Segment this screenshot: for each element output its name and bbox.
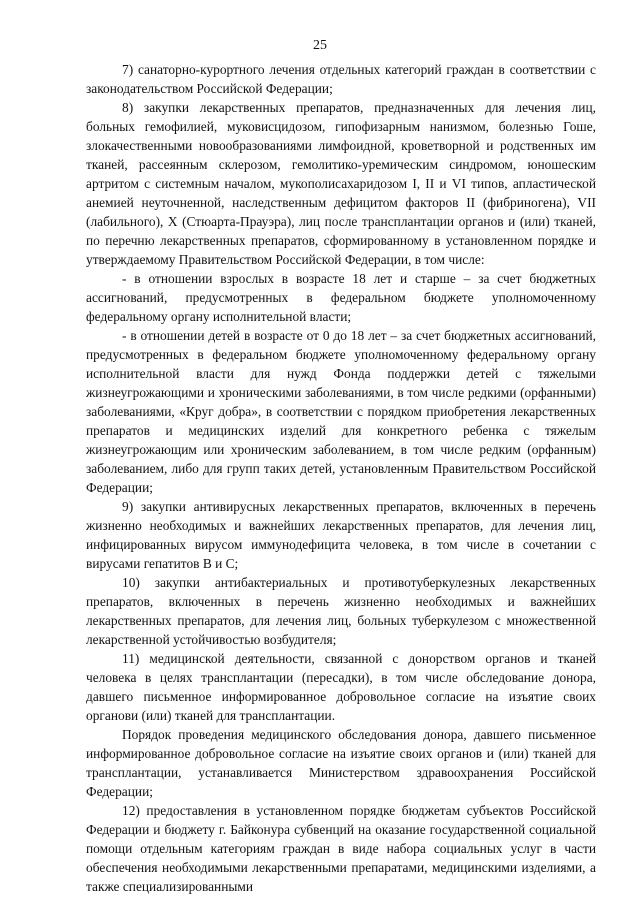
page-number: 25: [313, 38, 327, 53]
paragraph-item-10: 10) закупки антибактериальных и противотуберкулезных лекарственных препаратов, включенных в перечень жизненно необходимых и важнейших лекарственных препаратов, для лечения лиц, больных туберкулезом с множественной лекарственной устойчивостью возбудителя;: [86, 575, 596, 647]
paragraph-item-12: 12) предоставления в установленном порядке бюджетам субъектов Российской Федерации и бюджету г. Байконура субвенций на оказание государственной социальной помощи отдельным категориям граждан в виде набора социальных услуг в части обеспечения необходимыми лекарственными препаратами, медицинскими изделиями, а также специализированными: [86, 803, 596, 894]
document-body: [86, 60, 596, 896]
paragraph-item-9: 9) закупки антивирусных лекарственных препаратов, включенных в перечень жизненно необходимых и важнейших лекарственных препаратов, для лечения лиц, инфицированных вирусом иммунодефицита человека, в том числе в сочетании с вирусами гепатитов B и C;: [86, 499, 596, 571]
paragraph-item-11: 11) медицинской деятельности, связанной с донорством органов и тканей человека в целях трансплантации (пересадки), в том числе обследование донора, давшего письменное информированное добровольное согласие на изъятие своих органови (или) тканей для трансплантации.: [86, 651, 596, 723]
paragraph-item-8: 8) закупки лекарственных препаратов, предназначенных для лечения лиц, больных гемофилией, муковисцидозом, гипофизарным нанизмом, болезнью Гоше, злокачественными новообразованиями лимфоидной, кроветворной и родственных им тканей, рассеянным склерозом, гемолитико-уремическим синдромом, юношеским артритом с системным началом, мукополисахаридозом I, II и VI типов, апластической анемией неуточненной, наследственным дефицитом факторов II (фибриногена), VII (лабильного), X (Стюарта-Прауэра), лиц после трансплантации органов и (или) тканей, по перечню лекарственных препаратов, сформированному в установленном порядке и утверждаемому Правительством Российской Федерации, в том числе:: [86, 100, 596, 267]
paragraph-item-7: 7) санаторно-курортного лечения отдельных категорий граждан в соответствии с законодательством Российской Федерации;: [86, 62, 596, 96]
paragraph-children-clause: - в отношении детей в возрасте от 0 до 18 лет – за счет бюджетных ассигнований, предусмотренных в федеральном бюджете уполномоченному федеральному органу исполнительной власти для нужд Фонда поддержки детей с тяжелыми жизнеугрожающими и хроническими заболеваниями, в том числе редкими (орфанными) заболеваниями, «Круг добра», в соответствии с порядком приобретения лекарственных препаратов и медицинских изделий для конкретного ребенка с тяжелым жизнеугрожающим или хроническим заболеванием, в том числе редким (орфанным) заболеванием, либо для групп таких детей, установленным Правительством Российской Федерации;: [86, 328, 596, 495]
paragraph-donor-procedure: Порядок проведения медицинского обследования донора, давшего письменное информированное добровольное согласие на изъятие своих органов и (или) тканей для трансплантации, устанавливается Министерством здравоохранения Российской Федерации;: [86, 727, 596, 799]
paragraph-adults-clause: - в отношении взрослых в возрасте 18 лет и старше – за счет бюджетных ассигнований, предусмотренных в федеральном бюджете уполномоченному федеральному органу исполнительной власти;: [86, 271, 596, 324]
